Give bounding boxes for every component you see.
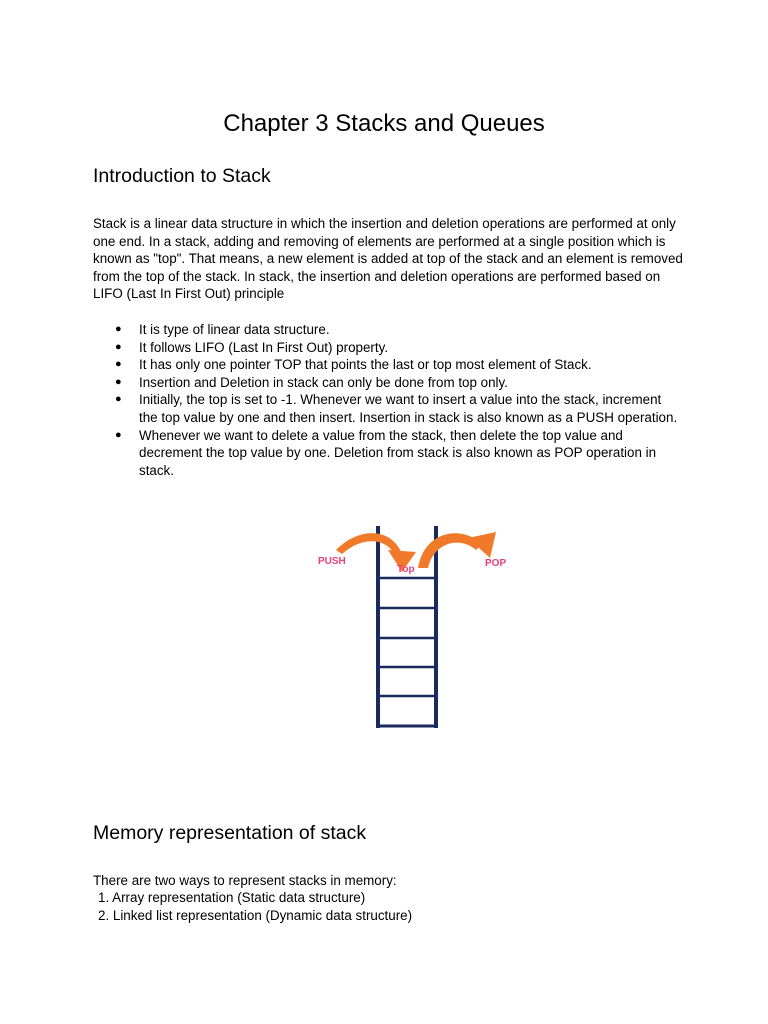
section-heading-memory: Memory representation of stack (93, 822, 367, 844)
list-item-text: It has only one pointer TOP that points the last or top most element of Stack. (139, 357, 592, 373)
intro-paragraph: Stack is a linear data structure in which the insertion and deletion operations are performed at only one end. In a stack, adding and removing of elements are performed at a single position which is known as "top". That means, a new element is added at top of the stack and an element is removed from the top of the stack. In stack, the insertion and deletion operations are performed based on LIFO (Last In First Out) principle (93, 216, 683, 302)
list-item-text: It is type of linear data structure. (139, 322, 330, 337)
bullet-icon: ● (115, 340, 122, 353)
section-heading-introduction: Introduction to Stack (93, 165, 271, 187)
list-item (93, 427, 683, 480)
pop-label: POP (485, 558, 507, 569)
bullet-icon: ● (115, 358, 122, 371)
list-item-text: It follows LIFO (Last In First Out) property. (139, 339, 389, 355)
list-item: 2. Linked list representation (Dynamic data structure) (98, 907, 413, 923)
push-label: PUSH (318, 556, 346, 567)
bullet-icon: ● (115, 375, 122, 388)
page-title: Chapter 3 Stacks and Queues (223, 110, 545, 137)
list-item-text: Insertion and Deletion in stack can only be done from top only. (139, 374, 508, 390)
list-item (93, 391, 683, 426)
list-item: 1. Array representation (Static data structure) (98, 890, 366, 905)
memory-intro: There are two ways to represent stacks in memory: (93, 873, 397, 888)
list-item (93, 356, 683, 374)
list-item (93, 339, 683, 357)
list-item (93, 321, 683, 339)
bullet-icon: ● (115, 393, 122, 406)
stack-diagram (300, 520, 520, 735)
list-item-text: Initially, the top is set to -1. Whenever we want to insert a value into the stack, increment the top value by one and then insert. Insertion in stack is also known as a PUSH operation. (139, 392, 678, 425)
bullet-icon: ● (115, 428, 122, 441)
list-item-text: Whenever we want to delete a value from the stack, then delete the top value and decrement the top value by one. Deletion from stack is also known as POP operation in stack. (139, 427, 657, 478)
list-item (93, 374, 683, 392)
bullet-icon: ● (115, 323, 122, 335)
stack-properties-list (93, 321, 683, 479)
memory-representation-list (93, 889, 412, 924)
top-label: Top (397, 564, 415, 575)
